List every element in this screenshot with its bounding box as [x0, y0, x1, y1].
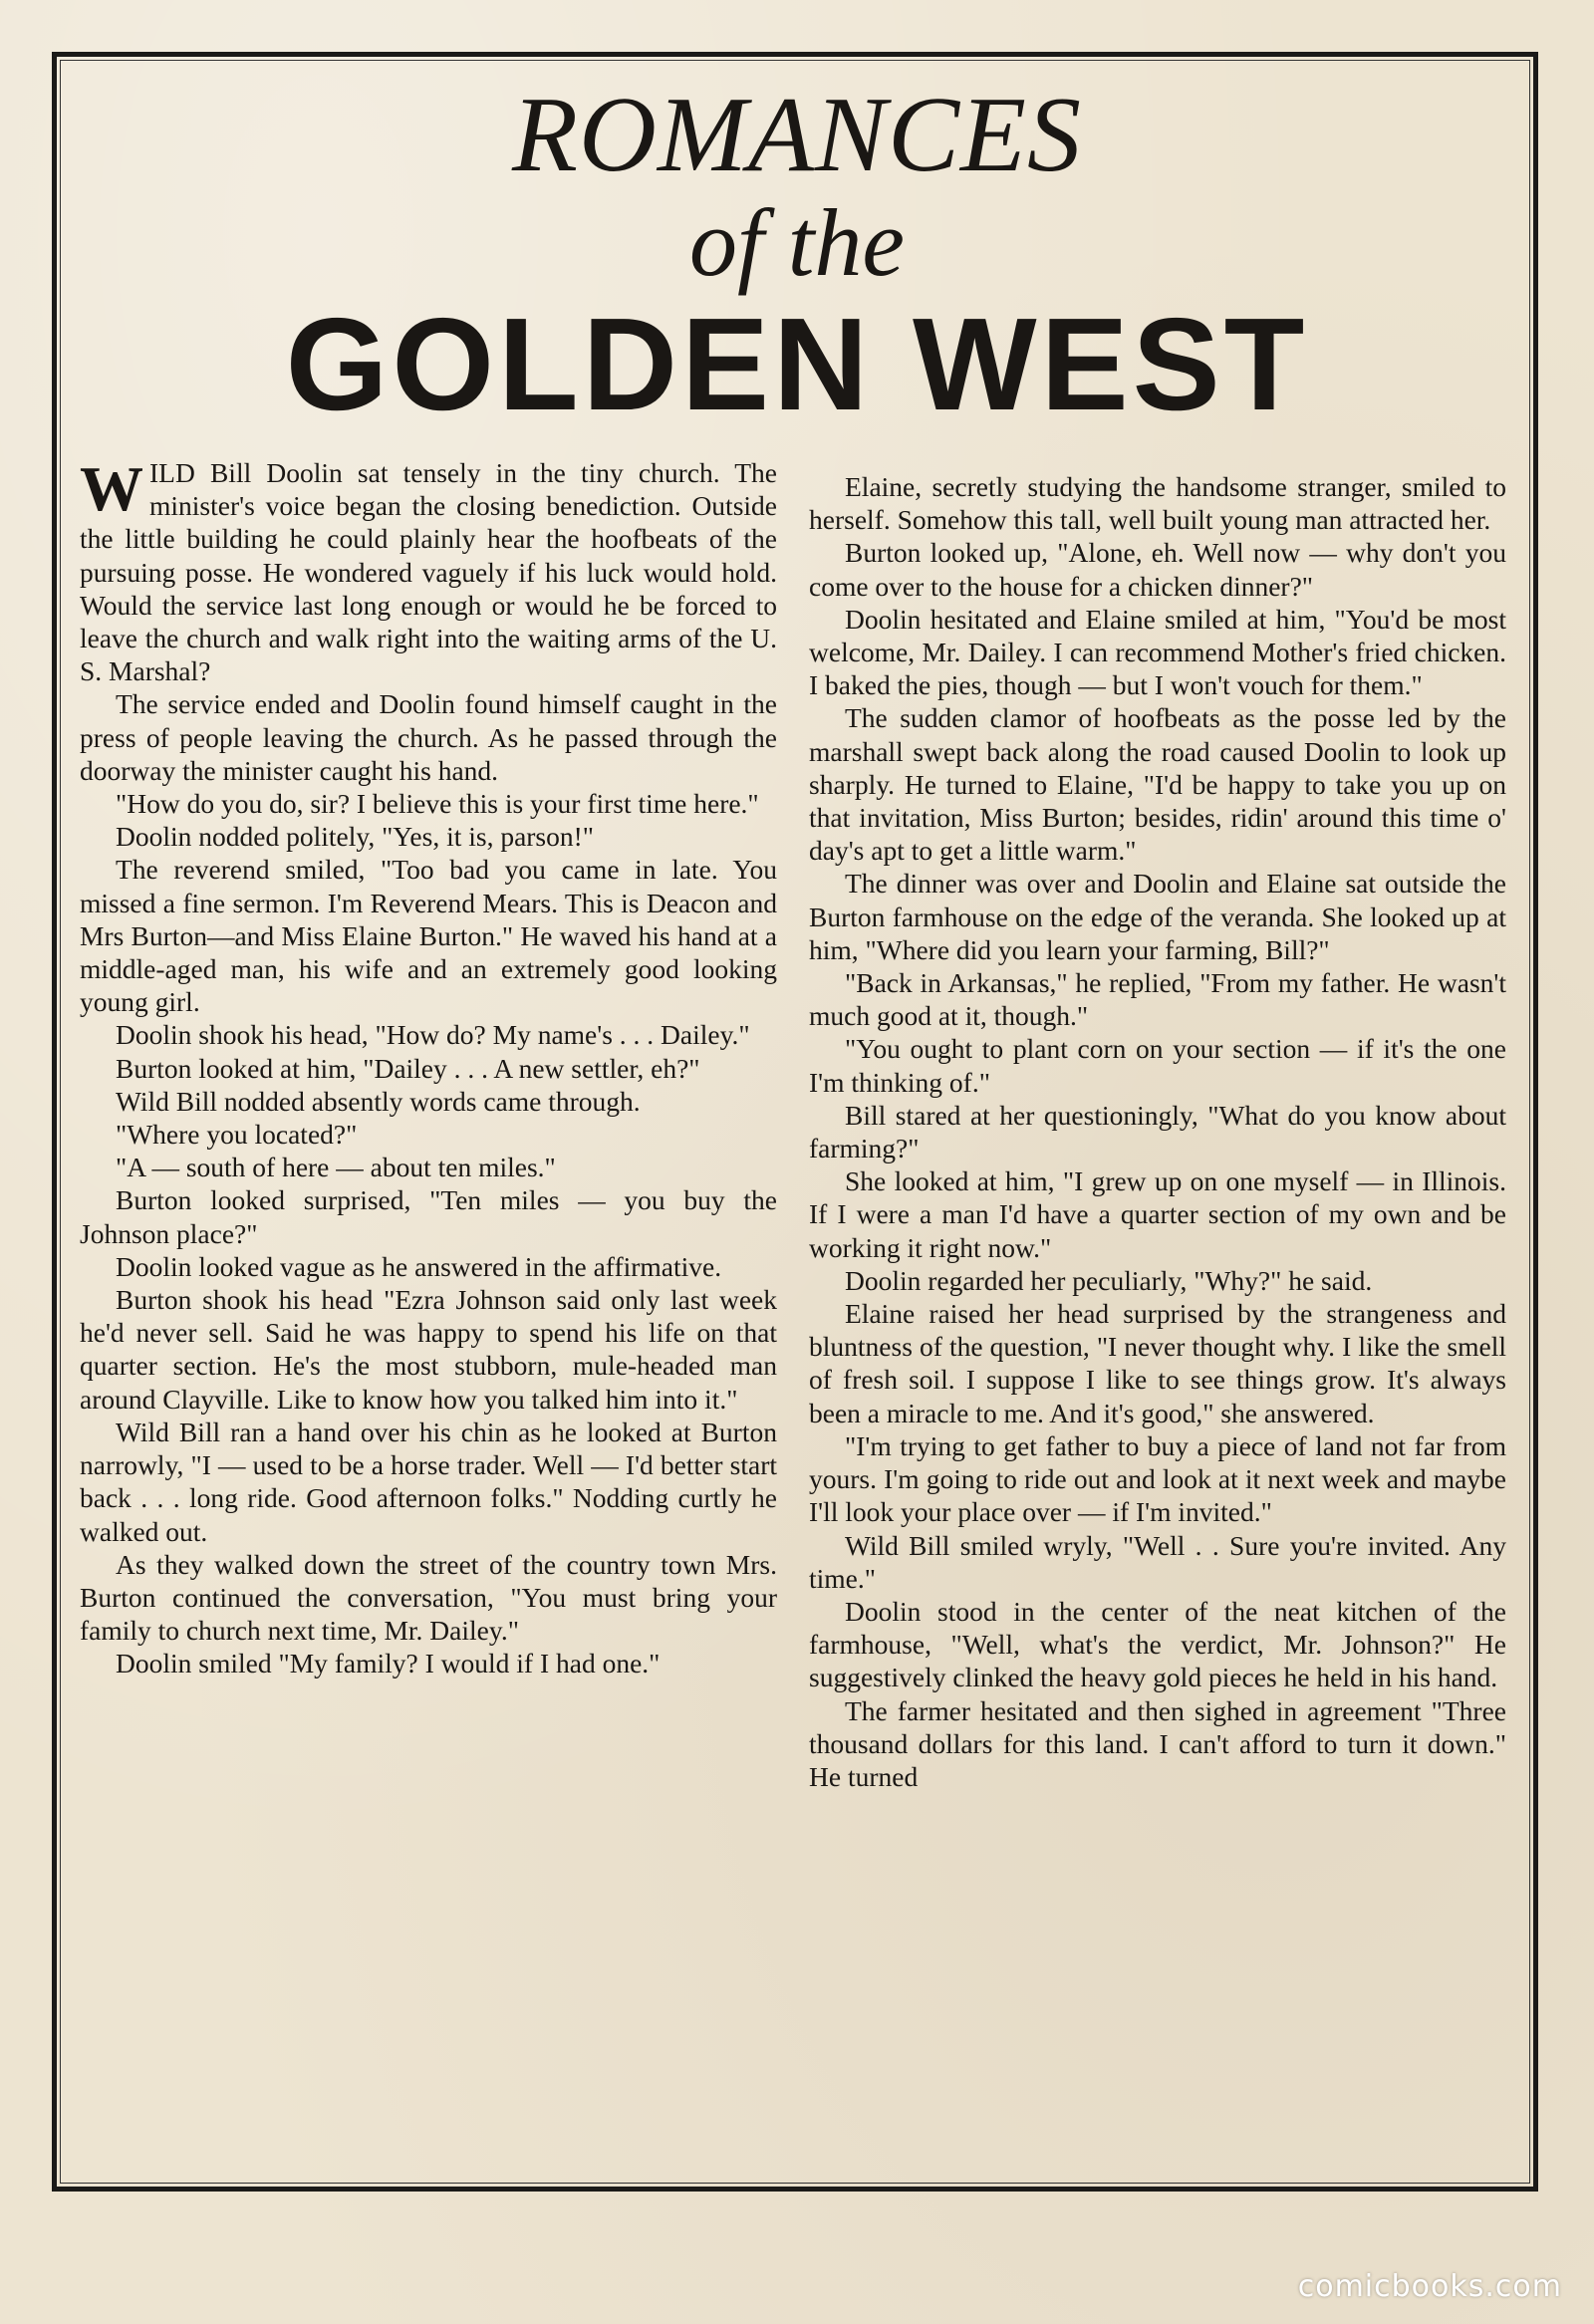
paragraph: As they walked down the street of the country town Mrs. Burton continued the conversation, "You must bring your family to church next time, Mr. Dailey." — [80, 1548, 777, 1647]
paragraph: Bill stared at her questioningly, "What do you know about farming?" — [809, 1099, 1506, 1164]
paragraph: Doolin regarded her peculiarly, "Why?" he said. — [845, 1264, 1373, 1296]
paragraph: Burton looked up, "Alone, eh. Well now — why don't you come over to the house for a chicken dinner?" — [809, 537, 1506, 602]
paragraph: The service ended and Doolin found himself caught in the press of people leaving the church. As he passed through the doorway the minister caught his hand. — [80, 688, 777, 786]
paragraph: "Back in Arkansas," he replied, "From my father. He wasn't much good at it, though." — [809, 967, 1506, 1032]
paragraph: "I'm trying to get father to buy a piece of land not far from yours. I'm going to ride out and look at it next week and maybe I'll look your place over — if I'm invited." — [809, 1429, 1506, 1528]
drop-cap: W — [80, 453, 143, 524]
paragraph: The sudden clamor of hoofbeats as the posse led by the marshall swept back along the road caused Doolin to look up sharply. He turned to Elaine, "I'd be happy to take you up on that invitation, Miss Burton; besides, ridin' around this time o' day's apt to get a little warm." — [809, 702, 1506, 867]
paragraph: Doolin stood in the center of the neat kitchen of the farmhouse, "Well, what's the verdict, Mr. Johnson?" He suggestively clinked the heavy gold pieces he held in his hand. — [809, 1595, 1506, 1693]
story-column-right — [809, 470, 1506, 1793]
title-line-of-the: of the — [689, 189, 905, 296]
paragraph: The farmer hesitated and then sighed in agreement "Three thousand dollars for this land. I can't afford to turn it down." He turned — [809, 1694, 1506, 1792]
paragraph: Doolin hesitated and Elaine smiled at him, "You'd be most welcome, Mr. Dailey. I can recommend Mother's fried chicken. I baked the pies, though — but I won't vouch for them." — [809, 603, 1506, 701]
paragraph: She looked at him, "I grew up on one myself — in Illinois. If I were a man I'd have a quarter section of my own and be working it right now." — [809, 1165, 1506, 1263]
paragraph: Doolin shook his head, "How do? My name's . . . Dailey." — [116, 1019, 750, 1051]
paragraph: Burton looked surprised, "Ten miles — you buy the Johnson place?" — [80, 1184, 777, 1249]
paragraph: Wild Bill ran a hand over his chin as he looked at Burton narrowly, "I — used to be a horse trader. Well — I'd better start back . . . long ride. Good afternoon folks." Nodding curtly he walked out. — [80, 1416, 777, 1547]
paragraph: Wild Bill nodded absently words came through. — [116, 1085, 641, 1117]
paragraph: "A — south of here — about ten miles." — [116, 1152, 556, 1183]
paragraph: Doolin smiled "My family? I would if I had one." — [116, 1648, 661, 1679]
title-line-golden-west: GOLDEN WEST — [285, 291, 1309, 437]
watermark: comicbooks.com — [1297, 2269, 1562, 2304]
paragraph: "How do you do, sir? I believe this is your first time here." — [116, 788, 759, 820]
paragraph: The dinner was over and Doolin and Elaine sat outside the Burton farmhouse on the edge of the veranda. She looked up at him, "Where did you learn your farming, Bill?" — [809, 868, 1506, 965]
paragraph: "Where you located?" — [116, 1119, 358, 1151]
paragraph: Elaine, secretly studying the handsome stranger, smiled to herself. Somehow this tall, well built young man attracted her. — [809, 471, 1506, 536]
story-title — [100, 70, 1494, 437]
story-column-left — [80, 453, 777, 1680]
paragraph: Doolin looked vague as he answered in the affirmative. — [116, 1250, 722, 1282]
paragraph: The reverend smiled, "Too bad you came in late. You missed a fine sermon. I'm Reverend Mears. This is Deacon and Mrs Burton—and Miss Elaine Burton." He waved his hand at a middle-aged man, his wife and an extremely good looking young girl. — [80, 854, 777, 1018]
paragraph: Burton shook his head "Ezra Johnson said only last week he'd never sell. Said he was happy to spend his life on that quarter section. He's the most stubborn, mule-headed man around Clayville. Like to know how you talked him into it." — [80, 1284, 777, 1415]
paragraph: Wild Bill smiled wryly, "Well . . Sure you're invited. Any time." — [809, 1529, 1506, 1594]
paragraph-text: ILD Bill Doolin sat tensely in the tiny church. The minister's voice began the closing benediction. Outside the little building he could plainly hear the hoofbeats of the pursuing posse. He wondered vaguely if his luck would hold. Would the service last long enough or would he be forced to leave the church and walk right into the waiting arms of the U. S. Marshal? — [80, 457, 777, 687]
paragraph: Elaine raised her head surprised by the strangeness and bluntness of the question, "I never thought why. I like the smell of fresh soil. I suppose I like to see things grow. It's always been a miracle to me. And it's good," she answered. — [809, 1298, 1506, 1428]
paragraph: Burton looked at him, "Dailey . . . A new settler, eh?" — [116, 1052, 700, 1084]
title-line-romances: ROMANCES — [512, 76, 1082, 194]
paragraph: Doolin nodded politely, "Yes, it is, parson!" — [116, 821, 595, 853]
paragraph: "You ought to plant corn on your section — if it's the one I'm thinking of." — [809, 1033, 1506, 1098]
paragraph — [80, 453, 777, 687]
